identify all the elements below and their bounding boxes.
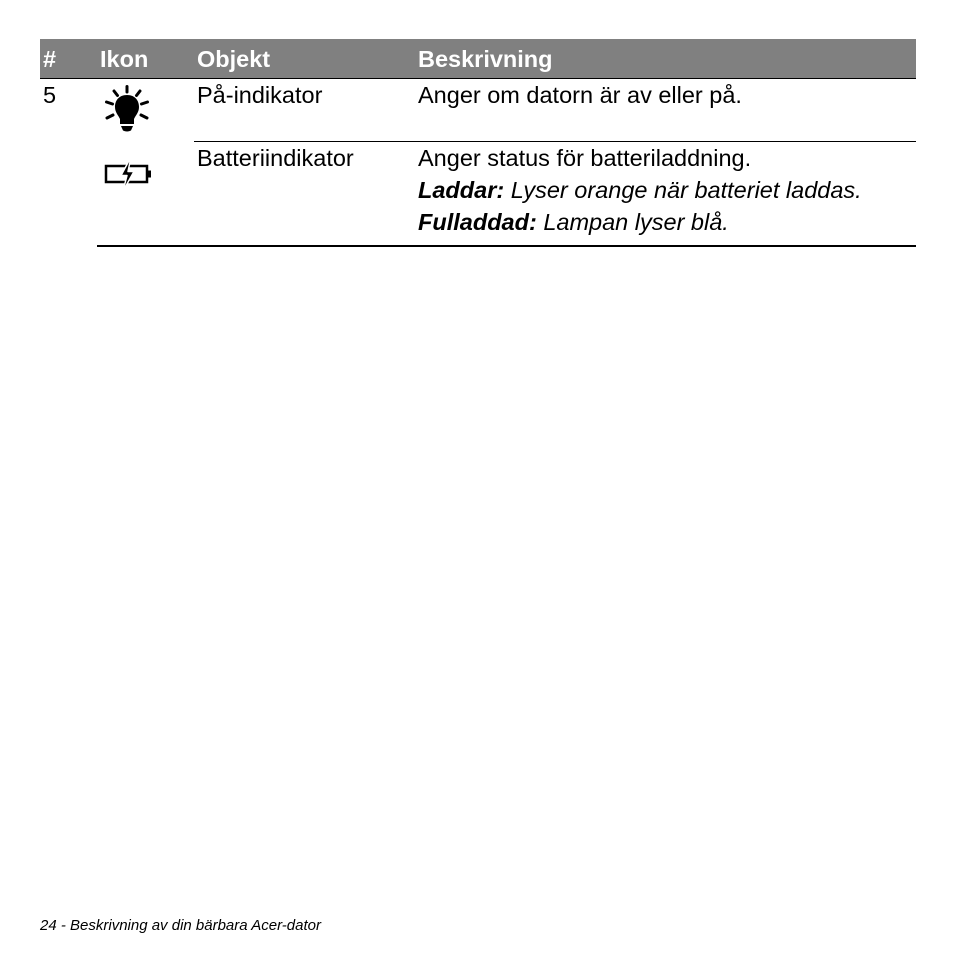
row-description: Anger om datorn är av eller på. — [415, 79, 916, 142]
header-description: Beskrivning — [415, 39, 916, 79]
bulb-icon — [100, 79, 194, 135]
row-object: På-indikator — [194, 79, 415, 142]
row-description-block — [415, 142, 916, 247]
row-description: Anger status för batteriladdning. — [418, 145, 752, 171]
row-icon-cell — [97, 79, 194, 142]
detail-text: Lampan lyser blå. — [536, 209, 729, 235]
battery-charging-icon — [100, 142, 194, 192]
detail-label: Fulladdad: — [418, 209, 537, 235]
detail-full — [418, 206, 916, 238]
indicator-table — [40, 39, 916, 247]
table-row — [40, 142, 916, 247]
detail-label: Laddar: — [418, 177, 505, 203]
row-number: 5 — [43, 82, 57, 108]
detail-charging — [418, 174, 916, 206]
header-icon: Ikon — [97, 39, 194, 79]
header-number: # — [40, 39, 97, 79]
header-object: Objekt — [194, 39, 415, 79]
row-object: Batteriindikator — [194, 142, 415, 247]
row-icon-cell — [97, 142, 194, 247]
page-footer: 24 - Beskrivning av din bärbara Acer-dator — [40, 917, 321, 934]
detail-text: Lyser orange när batteriet laddas. — [504, 177, 862, 203]
table-header-row — [40, 39, 916, 79]
table-row — [40, 79, 916, 142]
